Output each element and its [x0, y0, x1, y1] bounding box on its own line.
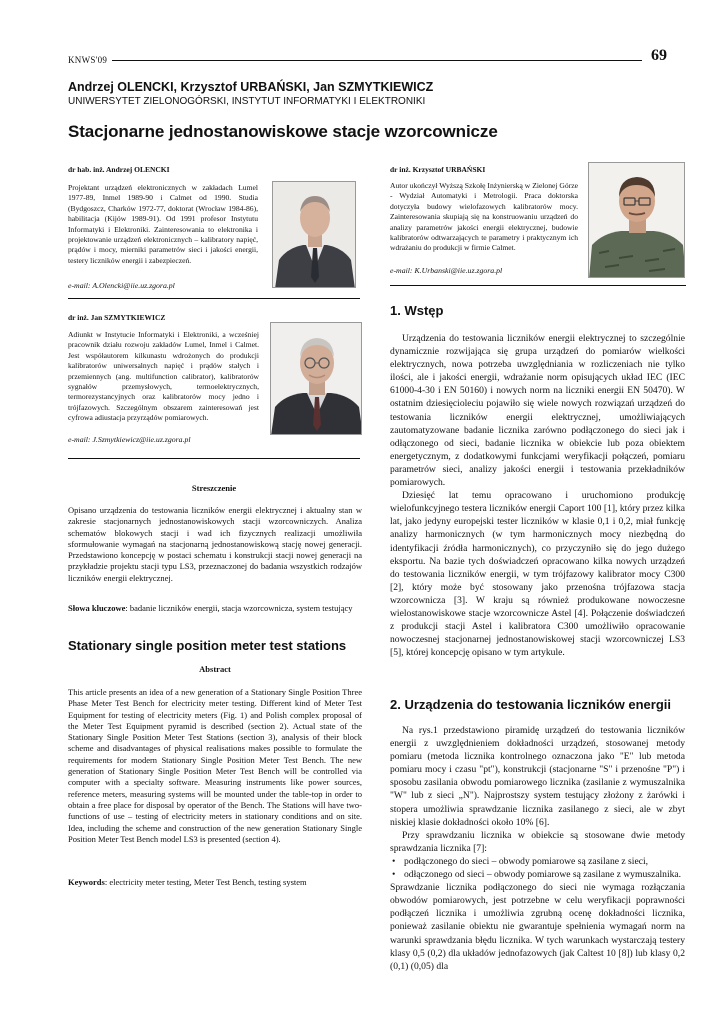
bio-text-olencki: Projektant urządzeń elektronicznych w zakładach Lumel 1977-89, Inmel 1989-90 i Calmet od 1990. Studia (Bydgoszcz, Charków 1972-77, doktorat (Wrocław 1984-86), habilitacja (Kijów 1989-91). Od 1991 profesor Instytutu Informatyki i Elektroniki. Zainteresowania to elektronika i projektowanie urządzeń elektronicznych – kalibratory napięć, prądów i mocy, mierniki parametrów sieci i jakości energii, testery liczników energii i zabezpieczeń. — [68, 183, 258, 265]
bio-text-szmytkiewicz: Adiunkt w Instytucie Informatyki i Elektroniki, a wcześniej pracownik działu rozwoju zakładów Lumel, Inmel i Calmet. Jest współautorem kilkunastu wdrożonych do produkcji kalibratorów uniwersalnych napięć i prądów stałych i przemiennych (ang. multifunction calibrator), kalibratorów sygnałów przemysłowych, termoelektrycznych, termorezystancyjnych oraz kalibratorów mocy jedno i trójfazowych. Szczególnym obszarem zainteresowań jest cyfrowa adiustacja przyrządów pomiarowych. — [68, 330, 259, 423]
bio-text-urbanski: Autor ukończył Wyższą Szkołę Inżynierską w Zielonej Górze - Wydział Automatyki i Metrologii. Praca doktorska dotyczyła budowy wielofazowych kalibratorów mocy. Zainteresowania skupiają się na konstruowaniu urządzeń do analizy parametrów jakości energii elektrycznej, budowie kalibratorów odtwarzających te parametry i praktycznym ich wdrażaniu do produkcji w firmie Calmet. — [390, 181, 578, 253]
page-number: 69 — [651, 47, 667, 64]
section-1-paragraph-1: Urządzenia do testowania liczników energii elektrycznej to szczególnie dynamicznie rozwijająca się grupa urządzeń do pomiarów wielkości elektrycznych, nowa potrzeba uwzględniania w rozliczeniach nie tylko ilości, ale i jakości energii, wdrażanie norm opisujących układ IEC (IEC 61000-4-30 i EN 50160) i nowych norm na liczniki energii EN 50470). W ostatnim dziesięcioleciu pojawiło się wiele nowych rozwiązań urządzeń do testowania liczników energii elektrycznej, umożliwiających zautomatyzowane badanie licznika zarówno podłączonego do sieci jak i odłączonego od sieci, badanie licznika w obiekcie lub poza obiektem energetycznym, z dodatkowymi funkcjami weryfikacji połączeń, pomiaru parametrów sieci, analizy jakości energii i testowania przekładników pomiarowych. — [390, 333, 685, 489]
section-2-heading: 2. Urządzenia do testowania liczników energii — [390, 697, 672, 712]
list-item: • odłączonego od sieci – obwody pomiarowe są zasilane z wymuszalnika. — [390, 868, 685, 881]
section-2-paragraph-1: Na rys.1 przedstawiono piramidę urządzeń do testowania liczników energii z uwzględnieniem dokładności urządzeń, stosowanej metody pomiaru (metoda licznika kontrolnego oznaczona jako "E" lub metoda pomiaru mocy i czasu "pt"), konstrukcji (stacjonarne "S" i przenośne "P") i sposobu zasilania obwodu pomiarowego licznika (zasilanie z wymuszalnika "W" lub z sieci „N"). Najprostszy system testujący złożony z żarówki i stopera umożliwia sprawdzanie licznika zasilanego z sieci, ale w zbyt niskiej klasie dokładności około 10% [6]. — [390, 725, 685, 828]
streszczenie-text: Opisano urządzenia do testowania liczników energii elektrycznej i aktualny stan w zakresie stacjonarnych jednostanowiskowych stacji wzorcowniczych. Analiza schematów blokowych stacji i wad ich fizycznych realizacji umożliwiła sformułowanie wymagań na stacjonarną jednostanowiskową stację nowej generacji. Przedstawiono koncepcję w postaci schematu i konstrukcji stacji nowej generacji na przykładzie projektu stacji typu LS3, przeznaczonej do badania wszystkich rodzajów liczników energii elektrycznej. — [68, 505, 362, 583]
english-title: Stationary single position meter test stations — [68, 638, 347, 653]
page-title: Stacjonarne jednostanowiskowe stacje wzorcownicze — [68, 122, 498, 141]
list-item: • podłączonego do sieci – obwody pomiarowe są zasilane z sieci, — [390, 855, 685, 868]
abstract-divider — [68, 458, 360, 459]
affiliation: UNIWERSYTET ZIELONOGÓRSKI, INSTYTUT INFORMATYKI I ELEKTRONIKI — [68, 96, 426, 107]
authors: Andrzej OLENCKI, Krzysztof URBAŃSKI, Jan SZMYTKIEWICZ — [68, 80, 434, 94]
bio-divider — [68, 298, 360, 299]
streszczenie-heading: Streszczenie — [191, 483, 237, 493]
section-1-heading: 1. Wstęp — [390, 303, 444, 318]
bio-email-olencki: e-mail: A.Olencki@iie.uz.zgora.pl — [68, 281, 175, 290]
abstract-keywords — [68, 877, 362, 888]
bio-divider-right — [390, 285, 686, 286]
abstract-text: This article presents an idea of a new generation of a Stationary Single Position Three Phase Meter Test Bench for electricity meter testing. Different kind of Meter Test Equipment for testing of electricity meters (Fig. 1) and Polish complex proposal of the Meter Test Equipment pyramid is described (section 2). Actual state of the Stationary Single Position Meter Test Stations (section 3), analysis of their block scheme and disadvantages of physical realisations makes possible to formulate the requirements for modern Stationary Single Position Meter Test Bench. The new generation of Stationary Single Position Meter Test Bench will be controlled via computer with a specialty software. Measuring instruments like power sources, reference meters, measuring systems will be mounted under the table-top in order to obtain a free place for disposal by operator of the Bench. The Stations will have two-functions of use – testing of electricity meters in stationary conditions and on site. Idea, including the scheme and construction of the new generation Stationary Single Position Meter Test Bench model LS3 is presented (section 4). — [68, 687, 362, 844]
abstract-heading: Abstract — [199, 664, 231, 674]
author-photo-szmytkiewicz — [270, 322, 362, 435]
keywords-en: : electricity meter testing, Meter Test Bench, testing system — [104, 877, 307, 887]
bio-name-szmytkiewicz: dr inż. Jan SZMYTKIEWICZ — [68, 313, 166, 322]
bio-name-olencki: dr hab. inż. Andrzej OLENCKI — [68, 165, 170, 174]
section-2-paragraph-3: Sprawdzanie licznika podłączonego do sieci nie wymaga rozłączania obwodów pomiarowych, jest potrzebne w celu weryfikacji poprawności podłączeń licznika i umożliwia zgrubną ocenę dokładności licznika, ponieważ zasilanie obiektu nie gwarantuje spełnienia wymagań norm na warunki sprawdzania błędu licznika. W tych warunkach wystarczają testery klasy 0,5 (0,2) dla układów jednofazowych (jak Caltest 10 [8]) lub klasy 0,2 (0,1) (0,05) dla — [390, 882, 685, 972]
author-photo-urbanski — [588, 162, 685, 278]
bio-email-szmytkiewicz: e-mail: J.Szmytkiewicz@iie.uz.zgora.pl — [68, 435, 191, 444]
header-rule — [112, 60, 642, 61]
journal-name: KNWS'09 — [68, 55, 108, 65]
section-2-body — [390, 724, 685, 973]
keywords-label-pl: Słowa kluczowe — [68, 603, 126, 613]
streszczenie-keywords — [68, 603, 362, 614]
section-1-body — [390, 332, 685, 659]
bio-email-urbanski: e-mail: K.Urbanski@iie.uz.zgora.pl — [390, 266, 503, 275]
keywords-pl: : badanie liczników energii, stacja wzorcownicza, system testujący — [125, 603, 353, 613]
method-list — [390, 855, 685, 881]
author-photo-olencki — [272, 181, 356, 288]
section-1-paragraph-2: Dziesięć lat temu opracowano i uruchomiono produkcję wielofunkcyjnego testera liczników energii Caport 100 [1], który przez kilka lat, jako jedyny europejski tester liczników w klasie 0,1 i 0,2, miał funkcję analizy harmonicznych (w tym harmonicznych mocy niezbędną do identyfikacji źródła harmonicznych), co przyczyniło się do jego dużego eksportu. Na bazie tych doświadczeń opracowano kilka nowych urządzeń do testowania liczników energii, w tym trójfazowy kalibrator mocy C300 [2], który może być stosowany jako przenośna trójfazowa stacja wzorcownicza [3]. W kraju są również produkowane nowoczesne wielostanowiskowe stacje wzorcownicze Astel [4]. Połączenie doświadczeń z produkcji stacji Astel i kalibratora C300 umożliwiło opracowanie nowoczesnej stacjonarnej jednostanowiskowej stacji wzorcowniczej LS3 [5], której koncepcję opisano w tym artykule. — [390, 490, 685, 659]
bio-name-urbanski: dr inż. Krzysztof URBAŃSKI — [390, 165, 486, 174]
section-2-paragraph-2: Przy sprawdzaniu licznika w obiekcie są stosowane dwie metody sprawdzania licznika [7]: — [390, 829, 685, 854]
keywords-label-en: Keywords — [68, 877, 105, 887]
